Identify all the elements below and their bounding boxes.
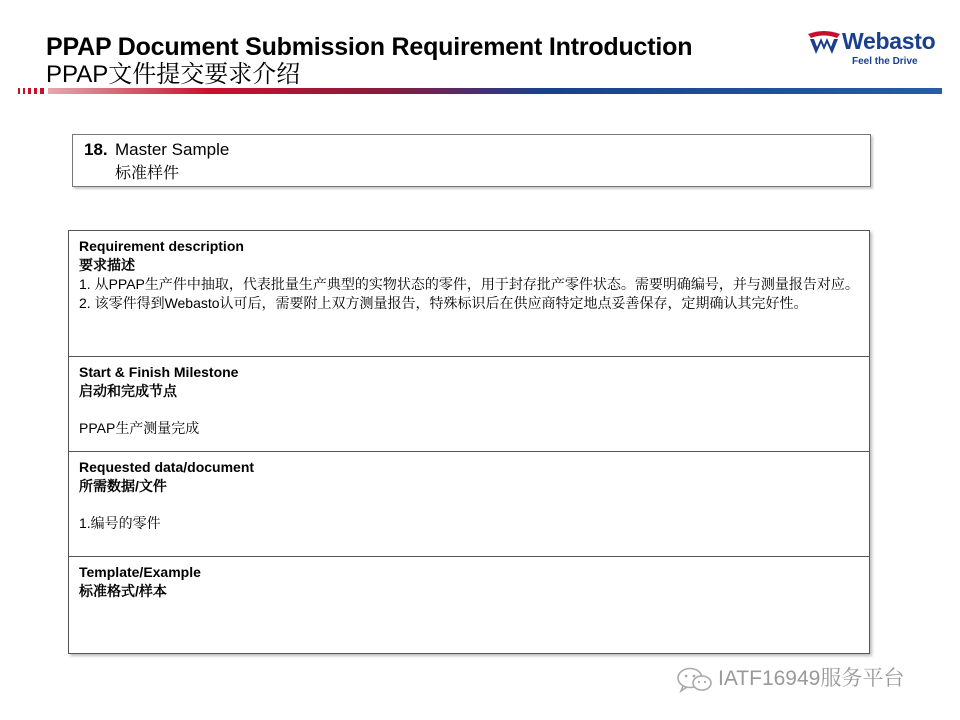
watermark <box>676 666 946 696</box>
wechat-icon <box>676 666 714 694</box>
requirement-description-row <box>69 231 869 357</box>
webasto-logo-icon <box>806 30 842 56</box>
brand-name: Webasto <box>842 28 936 54</box>
milestone-content: PPAP生产测量完成 <box>79 420 200 436</box>
webasto-logo <box>806 28 936 70</box>
requirement-line-1: 1. 从PPAP生产件中抽取，代表批量生产典型的实物状态的零件，用于封存批产零件状态。需要明确编号，并与测量报告对应。 <box>79 276 859 292</box>
template-heading-cn: 标准格式/样本 <box>79 583 167 599</box>
template-row <box>69 557 869 653</box>
requirement-line-2: 2. 该零件得到Webasto认可后，需要附上双方测量报告，特殊标识后在供应商特定地点妥善保存，定期确认其完好性。 <box>79 295 808 311</box>
milestone-heading-en: Start & Finish Milestone <box>79 364 239 380</box>
page-title: PPAP Document Submission Requirement Introduction <box>46 33 693 61</box>
section-title-cn: 标准样件 <box>115 165 180 182</box>
template-heading-en: Template/Example <box>79 564 201 580</box>
milestone-heading-cn: 启动和完成节点 <box>79 383 177 399</box>
section-title-en: Master Sample <box>115 140 230 159</box>
requirement-heading-en: Requirement description <box>79 238 244 254</box>
section-title-box <box>72 134 871 187</box>
requested-data-row <box>69 452 869 557</box>
page-subtitle-cn: PPAP文件提交要求介绍 <box>46 61 301 88</box>
watermark-text: IATF16949服务平台 <box>718 667 905 690</box>
header-stripe <box>18 88 942 94</box>
milestone-row <box>69 357 869 452</box>
requested-data-content: 1.编号的零件 <box>79 515 161 531</box>
requirement-heading-cn: 要求描述 <box>79 257 135 273</box>
brand-tagline: Feel the Drive <box>852 56 918 67</box>
requested-data-heading-cn: 所需数据/文件 <box>79 478 167 494</box>
requirement-table <box>68 230 870 654</box>
section-number: 18. <box>84 140 108 159</box>
requested-data-heading-en: Requested data/document <box>79 459 255 475</box>
